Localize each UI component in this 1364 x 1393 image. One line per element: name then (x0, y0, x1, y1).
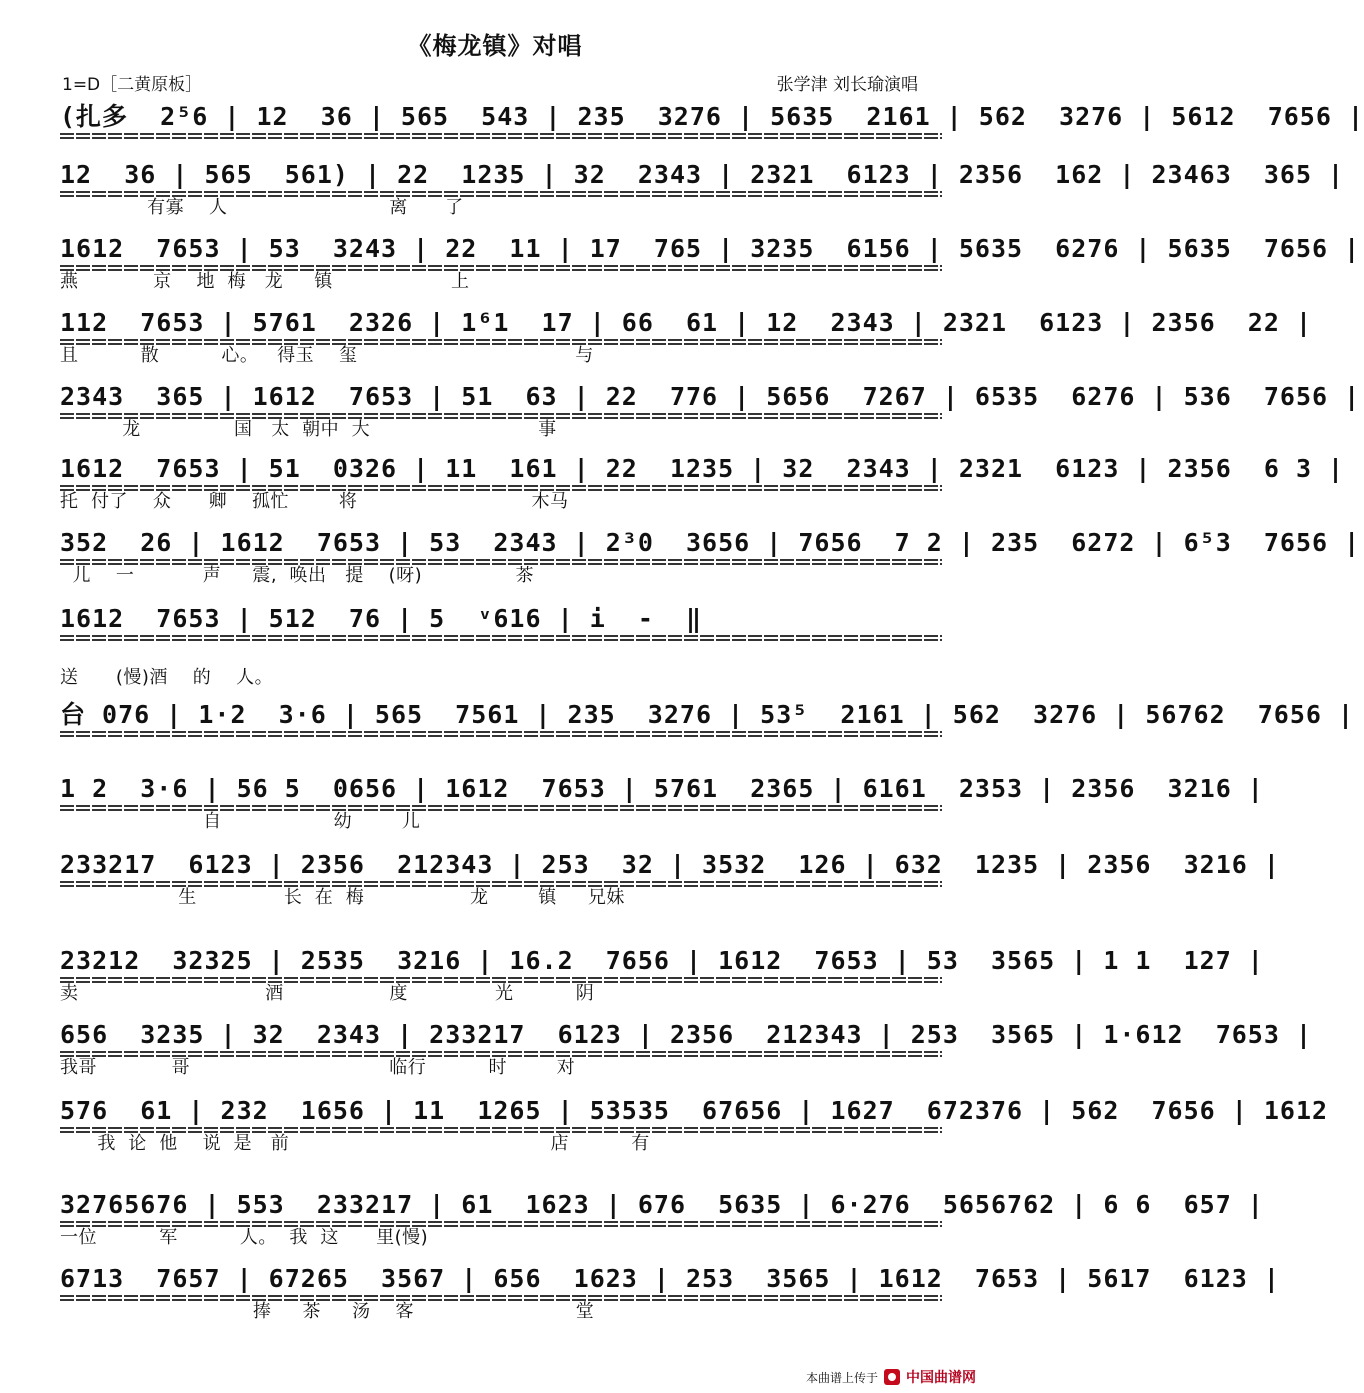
score-line (60, 1096, 1329, 1156)
score-line (60, 160, 1345, 220)
lyrics: 生 长 在 梅 龙 镇 兄妹 (60, 887, 625, 908)
key-signature: 1=D［二黄原板］ (62, 75, 203, 95)
lyrics: 托 付了 众 卿 孤忙 将 木马 (60, 491, 569, 512)
lyrics: 有寡 人 离 了 (60, 197, 464, 218)
score-line (60, 774, 1264, 834)
notes: 1612 7653 | 51 0326 | 11 161 | 22 1235 | 32 2343 | 2321 6123 | 2356 6 3 | (60, 454, 1345, 483)
lyrics: 燕 京 地 梅 龙 镇 上 (60, 271, 470, 292)
lyrics: 卖 酒 度 光 阴 (60, 983, 595, 1004)
lyrics: 我哥 哥 临行 时 对 (60, 1057, 576, 1078)
site-name[interactable]: 中国曲谱网 (906, 1370, 976, 1386)
lyrics (60, 138, 942, 162)
lyrics: 儿 一 声 震, 唤出 提 (呀) 茶 (60, 565, 534, 586)
notes: 12 36 | 565 561) | 22 1235 | 32 2343 | 2321 6123 | 2356 162 | 23463 365 | (60, 160, 1345, 189)
lyrics: 自 幼 儿 (60, 811, 421, 832)
score-line (60, 1020, 1312, 1080)
lyrics: 捧 茶 汤 客 堂 (60, 1301, 595, 1322)
score-line (60, 234, 1361, 294)
lyrics: 我 论 他 说 是 前 店 有 (60, 1133, 650, 1154)
lyrics: 且 散 心。 得玉 玺 与 (60, 345, 594, 366)
site-logo-icon (884, 1369, 900, 1385)
notes: 233217 6123 | 2356 212343 | 253 32 | 3532 126 | 632 1235 | 2356 3216 | (60, 850, 1280, 879)
performers: 张学津 刘长瑜演唱 (776, 75, 918, 95)
lyrics (60, 736, 942, 760)
upload-text: 本曲谱上传于 (805, 1370, 878, 1385)
notes: (扎多 2⁵6 | 12 36 | 565 543 | 235 3276 | 5635 2161 | 562 3276 | 5612 7656 | (60, 102, 1364, 131)
notes: 1612 7653 | 512 76 | 5 ᵛ616 | i - ‖ (60, 604, 703, 633)
score-line (60, 700, 1355, 760)
lyrics: 送 (慢)酒 的 人。 (60, 667, 274, 688)
score-line (60, 528, 1361, 588)
score-line (60, 382, 1361, 442)
score-line (60, 454, 1345, 514)
notes: 352 26 | 1612 7653 | 53 2343 | 2³0 3656 | 7656 7 2 | 235 6272 | 6⁵3 7656 | (60, 528, 1361, 557)
footer (806, 1367, 976, 1387)
score-line (60, 946, 1264, 1006)
lyrics: 龙 国 太 朝中 大 事 (60, 419, 557, 440)
notes: 576 61 | 232 1656 | 11 1265 | 53535 67656 | 1627 672376 | 562 7656 | 1612 (60, 1096, 1329, 1125)
lyric-line (60, 630, 942, 690)
notes: 656 3235 | 32 2343 | 233217 6123 | 2356 212343 | 253 3565 | 1·612 7653 | (60, 1020, 1312, 1049)
page-title: 《梅龙镇》对唱 (407, 32, 583, 60)
notes: 6713 7657 | 67265 3567 | 656 1623 | 253 3565 | 1612 7653 | 5617 6123 | (60, 1264, 1280, 1293)
notes: 112 7653 | 5761 2326 | 1⁶1 17 | 66 61 | 12 2343 | 2321 6123 | 2356 22 | (60, 308, 1312, 337)
score-line (60, 102, 1364, 162)
notes: 23212 32325 | 2535 3216 | 16.2 7656 | 1612 7653 | 53 3565 | 1 1 127 | (60, 946, 1264, 975)
score-line (60, 1264, 1280, 1324)
notes: 1612 7653 | 53 3243 | 22 11 | 17 765 | 3235 6156 | 5635 6276 | 5635 7656 | (60, 234, 1361, 263)
score-line (60, 1190, 1264, 1250)
notes: 台 076 | 1·2 3·6 | 565 7561 | 235 3276 | 53⁵ 2161 | 562 3276 | 56762 7656 | (60, 700, 1355, 729)
lyrics: 一位 军 人。 我 这 里(慢) (60, 1227, 429, 1248)
score-line (60, 850, 1280, 910)
notes: 1 2 3·6 | 56 5 0656 | 1612 7653 | 5761 2365 | 6161 2353 | 2356 3216 | (60, 774, 1264, 803)
score-line (60, 308, 1312, 368)
notes: 32765676 | 553 233217 | 61 1623 | 676 5635 | 6·276 5656762 | 6 6 657 | (60, 1190, 1264, 1219)
notes: 2343 365 | 1612 7653 | 51 63 | 22 776 | 5656 7267 | 6535 6276 | 536 7656 | (60, 382, 1361, 411)
